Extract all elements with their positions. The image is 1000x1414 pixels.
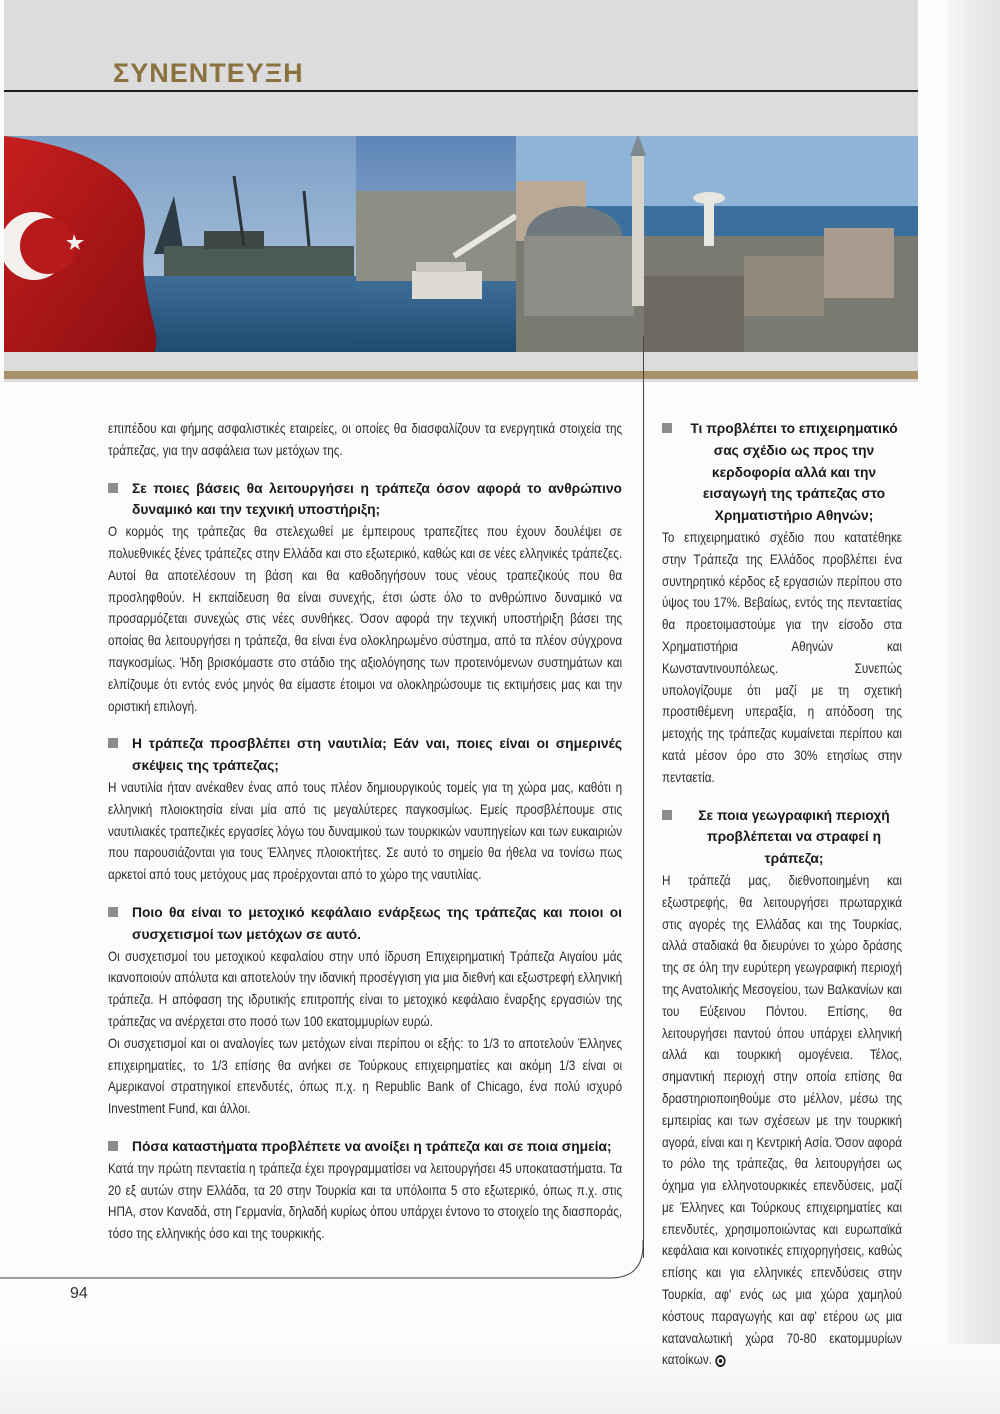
gold-rule xyxy=(4,371,918,379)
answer-paragraph: Το επιχειρηματικό σχέδιο που κατατέθηκε στην Τράπεζα της Ελλάδος προβλέπει ένα συντηρητικό κέρδος εξ εργασιών περίπου στο ύψος του 17%. Βεβαίως, εντός της πενταετίας θα προετοιμαστούμε για την είσοδο στα Χρηματιστήρια Αθηνών και Κωνσταντινουπόλεως. Συνεπώς υπολογίζουμε ότι μαζί με τη σχετική προστιθέμενη υπεραξία, η απόδοση της μετοχής της τράπεζας κυμαίνεται περίπου και κατά μέσον όρο στο 30% ετησίως στην πενταετία. xyxy=(662,529,903,785)
column-divider xyxy=(643,336,644,1258)
section-title: ΣΥΝΕΝΤΕΥΞΗ xyxy=(113,58,304,88)
bullet-square-icon xyxy=(662,423,672,433)
end-of-article-icon xyxy=(715,1355,725,1367)
answer-paragraph: Ο κορμός της τράπεζας θα στελεχωθεί με έμπειρους τραπεζίτες που έχουν δουλέψει σε πολυεθνικές ξένες τράπεζες στην Ελλάδα και στο εξωτερικό, καθώς και σε νέες ελληνικές τράπεζες. Αυτοί θα αποτελέσουν τη βάση και θα καθοδηγήσουν τους νέους τραπεζικούς που θα προσληφθούν. Η εκπαίδευση θα είναι συνεχής, έτσι ώστε όλο το ανθρώπινο δυναμικό να προσαρμόζεται συνεχώς στις νέες συνθήκες. Όσον αφορά την τεχνική υποστήριξη βάσει της οποίας θα λειτουργήσει η τράπεζα, θα είναι ένα ολοκληρωμένο σύστημα, από τα πλέον σύγχρονα παγκοσμίως. Ήδη βρισκόμαστε στο στάδιο της αξιολόγησης των προτεινόμενων συστημάτων και ελπίζουμε ότι εντός ενός μηνός θα είμαστε έτοιμοι να ολοκληρώσουμε τις εκτιμήσεις μας και την οριστική επιλογή. xyxy=(108,524,623,714)
question-heading: Σε ποιες βάσεις θα λειτουργήσει η τράπεζα όσον αφορά το ανθρώπινο δυναμικό και την τεχνική υποστήριξη; xyxy=(108,478,622,522)
intro-paragraph: επιπέδου και φήμης ασφαλιστικές εταιρείες, οι οποίες θα διασφαλίζουν τα ενεργητικά στοιχεία της τράπεζας, για την ασφάλεια των μετόχων της. xyxy=(108,421,623,458)
answer-paragraph: Οι συσχετισμοί του μετοχικού κεφαλαίου στην υπό ίδρυση Επιχειρηματική Τράπεζα Αιγαίου μάς ικανοποιούν απόλυτα και αποτελούν την ιδανική προσέγγιση για μια διεθνή και εξωστρεφή ελληνική τράπεζα. Η απόφαση της ιδρυτικής επιτροπής είναι το μετοχικό κεφάλαιο έναρξης εργασιών της τράπεζας να ανέρχεται στο ποσό των 100 εκατομμυρίων ευρώ. xyxy=(108,948,623,1029)
bullet-square-icon xyxy=(108,1141,118,1151)
page-number: 94 xyxy=(70,1285,88,1302)
answer-paragraph: Η τράπεζά μας, διεθνοποιημένη και εξωστρεφής, θα λειτουργήσει πρωταρχικά στις αγορές της Ελλάδας και της Τουρκίας, αλλά σταδιακά θα διευρύνει το χώρο δράσης της σε όλη την ευρύτερη γεωγραφική περιοχή της Ανατολικής Μεσογείου, των Βαλκανίων και του Εύξεινου Πόντου. Επίσης, θα λειτουργήσει παντού όπου υπάρχει ελληνική αλλά και τουρκική ομογένεια. Τέλος, σημαντική περιοχή στην οποία επίσης θα δραστηριοποιηθούμε στο μέλλον, μέσω της εμπειρίας και των σχέσεων με την τουρκική αγορά, είναι και η Κεντρική Ασία. Όσον αφορά το ρόλο της τράπεζας, θα λειτουργήσει ως όχημα για ελληνοτουρκικές επενδύσεις, μαζί με Έλληνες και Τούρκους επιχειρηματίες και επενδυτές, χρησιμοποιώντας και ευρωπαϊκά κεφάλαια και κοινοτικές επιχορηγήσεις, καθώς επίσης και για ελληνικές επενδύσεις στην Τουρκία, αφ' ενός ως μια χώρα χαμηλού κόστους παραγωγής και αφ' ετέρου ως μια καταναλωτική χώρα 70-80 εκατομμυρίων κατοίκων. xyxy=(662,872,903,1368)
page-edge-shadow xyxy=(948,0,1000,1414)
minaret xyxy=(632,156,644,306)
left-column xyxy=(108,418,622,1261)
bullet-square-icon xyxy=(662,810,672,820)
question-heading: Σε ποια γεωγραφική περιοχή προβλέπεται να στραφεί η τράπεζα; xyxy=(662,805,902,870)
answer-paragraph: Η ναυτιλία ήταν ανέκαθεν ένας από τους πλέον δημιουργικούς τομείς για τη χώρα μας, καθότι η ελληνική πλοιοκτησία είναι μία από τις μεγαλύτερες παγκοσμίως. Εμείς προσβλέπουμε στις ναυτιλιακές τραπεζικές εργασίες λόγω του δυναμικού των τουρκικών ναυπηγείων και των ευκαιριών που παρουσιάζονται για τους Έλληνες πλοιοκτήτες. Σε αυτό το σημείο θα ήθελα να τονίσω πως αρκετοί από τους μετόχους μας προέρχονται από το χώρο της ναυτιλίας. xyxy=(108,779,623,883)
right-column xyxy=(662,418,902,1387)
bullet-square-icon xyxy=(108,907,118,917)
question-heading: Πόσα καταστήματα προβλέπετε να ανοίξει η τράπεζα και σε ποια σημεία; xyxy=(108,1136,622,1158)
qa-block xyxy=(108,733,622,886)
collage-illustration xyxy=(4,136,918,352)
answer-paragraph: Κατά την πρώτη πενταετία η τράπεζα έχει προγραμματίσει να λειτουργήσει 45 υποκαταστήματα. Τα 20 εξ αυτών στην Ελλάδα, τα 20 στην Τουρκία και τα υπόλοιπα 5 στο εξωτερικό, όπως π.χ. στις ΗΠΑ, στον Καναδά, στη Γερμανία, δηλαδή κυρίως όπου υπάρχει έντονο το στοιχείο της διασποράς, τόσο της ελληνικής όσο και της τουρκικής. xyxy=(108,1160,623,1242)
title-rule xyxy=(4,90,918,92)
bullet-square-icon xyxy=(108,738,118,748)
qa-block xyxy=(108,478,622,718)
qa-block xyxy=(662,805,902,1372)
bullet-square-icon xyxy=(108,483,118,493)
question-heading: Τι προβλέπει το επιχειρηματικό σας σχέδιο ως προς την κερδοφορία αλλά και την εισαγωγή της τράπεζας στο Χρηματιστήριο Αθηνών; xyxy=(662,418,902,527)
qa-block xyxy=(108,1136,622,1245)
qa-block xyxy=(662,418,902,789)
question-heading: Ποιο θα είναι το μετοχικό κεφάλαιο ενάρξεως της τράπεζας και ποιοι οι συσχετισμοί των μετόχων σε αυτό. xyxy=(108,902,622,946)
istanbul-photo-collage xyxy=(4,136,918,352)
question-heading: Η τράπεζα προσβλέπει στη ναυτιλία; Εάν ναι, ποιες είναι οι σημερινές σκέψεις της τράπεζας; xyxy=(108,733,622,777)
answer-paragraph: Οι συσχετισμοί και οι αναλογίες των μετόχων είναι περίπου οι εξής: το 1/3 το αποτελούν Έλληνες επιχειρηματίες, το 1/3 επίσης θα ανήκει σε Τούρκους επιχειρηματίες και ακόμη 1/3 είναι οι Αμερικανοί στρατηγικοί επενδυτές, όπως π.χ. η Republic Bank of Chicago, ένα πολύ ισχυρό Investment Fund, και άλλοι. xyxy=(108,1035,623,1117)
qa-block xyxy=(108,902,622,1120)
